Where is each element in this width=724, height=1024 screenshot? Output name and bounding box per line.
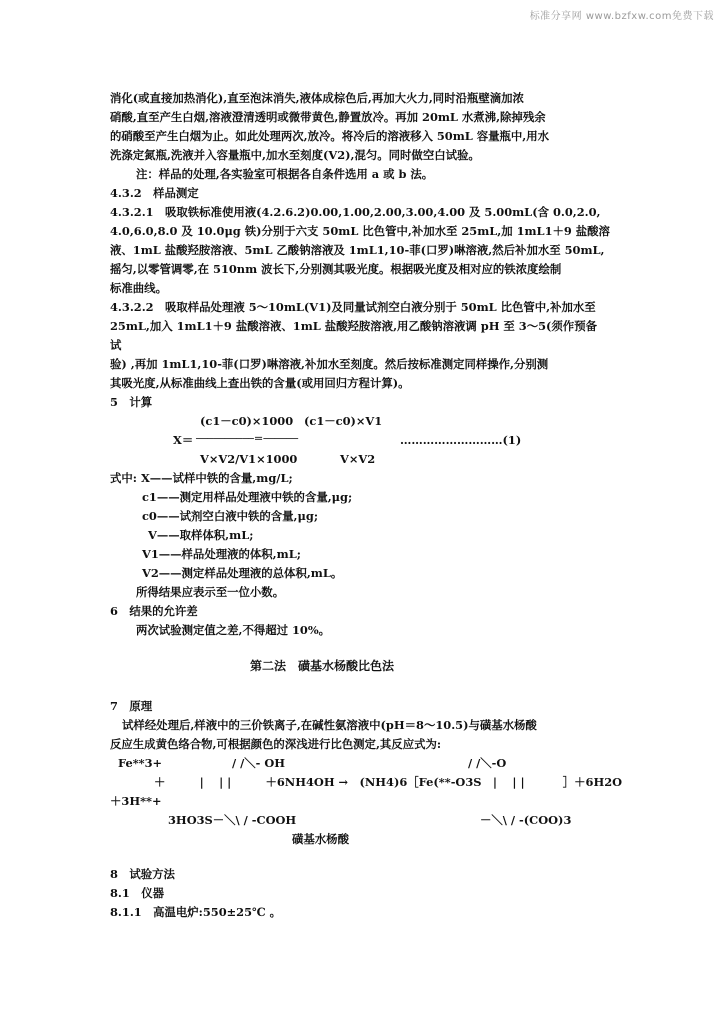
section-heading: 7 原理 xyxy=(110,699,153,713)
text-line: 其吸光度,从标准曲线上查出铁的含量(或用回归方程计算)。 xyxy=(110,376,410,390)
definition-line: 式中: X——试样中铁的含量,mg/L; xyxy=(110,471,293,485)
formula-denominator-left: V×V2/V1×1000 xyxy=(200,452,298,466)
formula-denominator-right: V×V2 xyxy=(340,452,376,466)
text-line: 反应生成黄色络合物,可根据颜色的深浅进行比色测定,其反应式为: xyxy=(110,737,442,751)
formula-numerator-left: (c1－c0)×1000 xyxy=(200,414,294,428)
text-line: 4.3.2.2 吸取样品处理液 5～10mL(V1)及同量试剂空白液分别于 50mL 比色管中,补加水至 xyxy=(110,300,596,314)
reaction-fe-ion: Fe**3+ xyxy=(118,756,163,770)
reaction-compound-name: 磺基水杨酸 xyxy=(292,832,349,846)
section-heading: 8.1 仪器 xyxy=(110,886,164,900)
formula-lhs: X＝ xyxy=(173,433,194,447)
text-line: 验) ,再加 1mL1,10-菲(口罗)啉溶液,补加水至刻度。然后按标准测定同样操作,分别测 xyxy=(110,357,549,371)
text-line: 液、1mL 盐酸羟胺溶液、5mL 乙酸钠溶液及 1mL1,10-菲(口罗)啉溶液,然后补加水至 50mL, xyxy=(110,243,605,257)
text-line: 洗涤定氮瓶,洗液并入容量瓶中,加水至刻度(V2),混匀。同时做空白试验。 xyxy=(110,148,480,162)
formula-fraction-bar: ──────────＝────── xyxy=(196,434,299,445)
text-line: 4.3.2.1 吸取铁标准使用液(4.2.6.2)0.00,1.00,2.00,3.00,4.00 及 5.00mL(含 0.0,2.0, xyxy=(110,205,601,219)
section-heading: 6 结果的允许差 xyxy=(110,604,198,618)
definition-line: c1——测定用样品处理液中铁的含量,μg; xyxy=(142,490,353,504)
text-line: 标准曲线。 xyxy=(110,281,167,295)
definition-line: V1——样品处理液的体积,mL; xyxy=(142,547,301,561)
section-heading: 8 试验方法 xyxy=(110,867,175,881)
reaction-left-compound: 3HO3S－＼\ / -COOH xyxy=(168,813,297,827)
text-line: 摇匀,以零管调零,在 510nm 波长下,分别测其吸光度。根据吸光度及相对应的铁浓度绘制 xyxy=(110,262,562,276)
reaction-oh-group: / /＼- OH xyxy=(232,756,286,770)
text-line: 所得结果应表示至一位小数。 xyxy=(136,585,285,599)
text-line: 两次试验测定值之差,不得超过 10%。 xyxy=(136,623,331,637)
text-line: 消化(或直接加热消化),直至泡沫消失,液体成棕色后,再加大火力,同时沿瓶壁滴加浓 xyxy=(110,91,524,105)
note-line: 注：样品的处理,各实验室可根据各自条件选用 a 或 b 法。 xyxy=(136,167,434,181)
reaction-o-group: / /＼-O xyxy=(468,756,507,770)
definition-line: V——取样体积,mL; xyxy=(148,528,254,542)
text-line: 试样经处理后,样液中的三价铁离子,在碱性氨溶液中(pH＝8～10.5)与磺基水杨酸 xyxy=(122,718,537,732)
method-title: 第二法 磺基水杨酸比色法 xyxy=(250,659,395,673)
reaction-main-row: ＋ | | | ＋6NH4OH → (NH4)6［Fe(**-O3S | | | ］＋6H2O xyxy=(154,775,623,789)
formula-number: ………………………(1) xyxy=(400,433,522,447)
section-heading: 5 计算 xyxy=(110,395,153,409)
formula-numerator-right: (c1－c0)×V1 xyxy=(304,414,383,428)
text-line: 4.0,6.0,8.0 及 10.0μg 铁)分别于六支 50mL 比色管中,补加水至 25mL,加 1mL1＋9 盐酸溶 xyxy=(110,224,610,238)
text-line: 试 xyxy=(110,338,122,352)
definition-line: c0——试剂空白液中铁的含量,μg; xyxy=(142,509,319,523)
reaction-right-compound: －＼\ / -(COO)3 xyxy=(480,813,572,827)
reaction-h-ion: ＋3H**+ xyxy=(110,794,162,808)
text-line: 硝酸,直至产生白烟,溶液澄清透明或微带黄色,静置放冷。再加 20mL 水煮沸,除掉残余 xyxy=(110,110,546,124)
text-line: 8.1.1 高温电炉:550±25℃ 。 xyxy=(110,905,282,919)
text-line: 的硝酸至产生白烟为止。如此处理两次,放冷。将冷后的溶液移入 50mL 容量瓶中,用水 xyxy=(110,129,550,143)
text-line: 25mL,加入 1mL1＋9 盐酸溶液、1mL 盐酸羟胺溶液,用乙酸钠溶液调 pH 至 3～5(须作预备 xyxy=(110,319,597,333)
definition-line: V2——测定样品处理液的总体积,mL。 xyxy=(142,566,343,580)
watermark: 标准分享网 www.bzfxw.com免费下载 xyxy=(529,11,714,22)
section-heading: 4.3.2 样品测定 xyxy=(110,186,199,200)
